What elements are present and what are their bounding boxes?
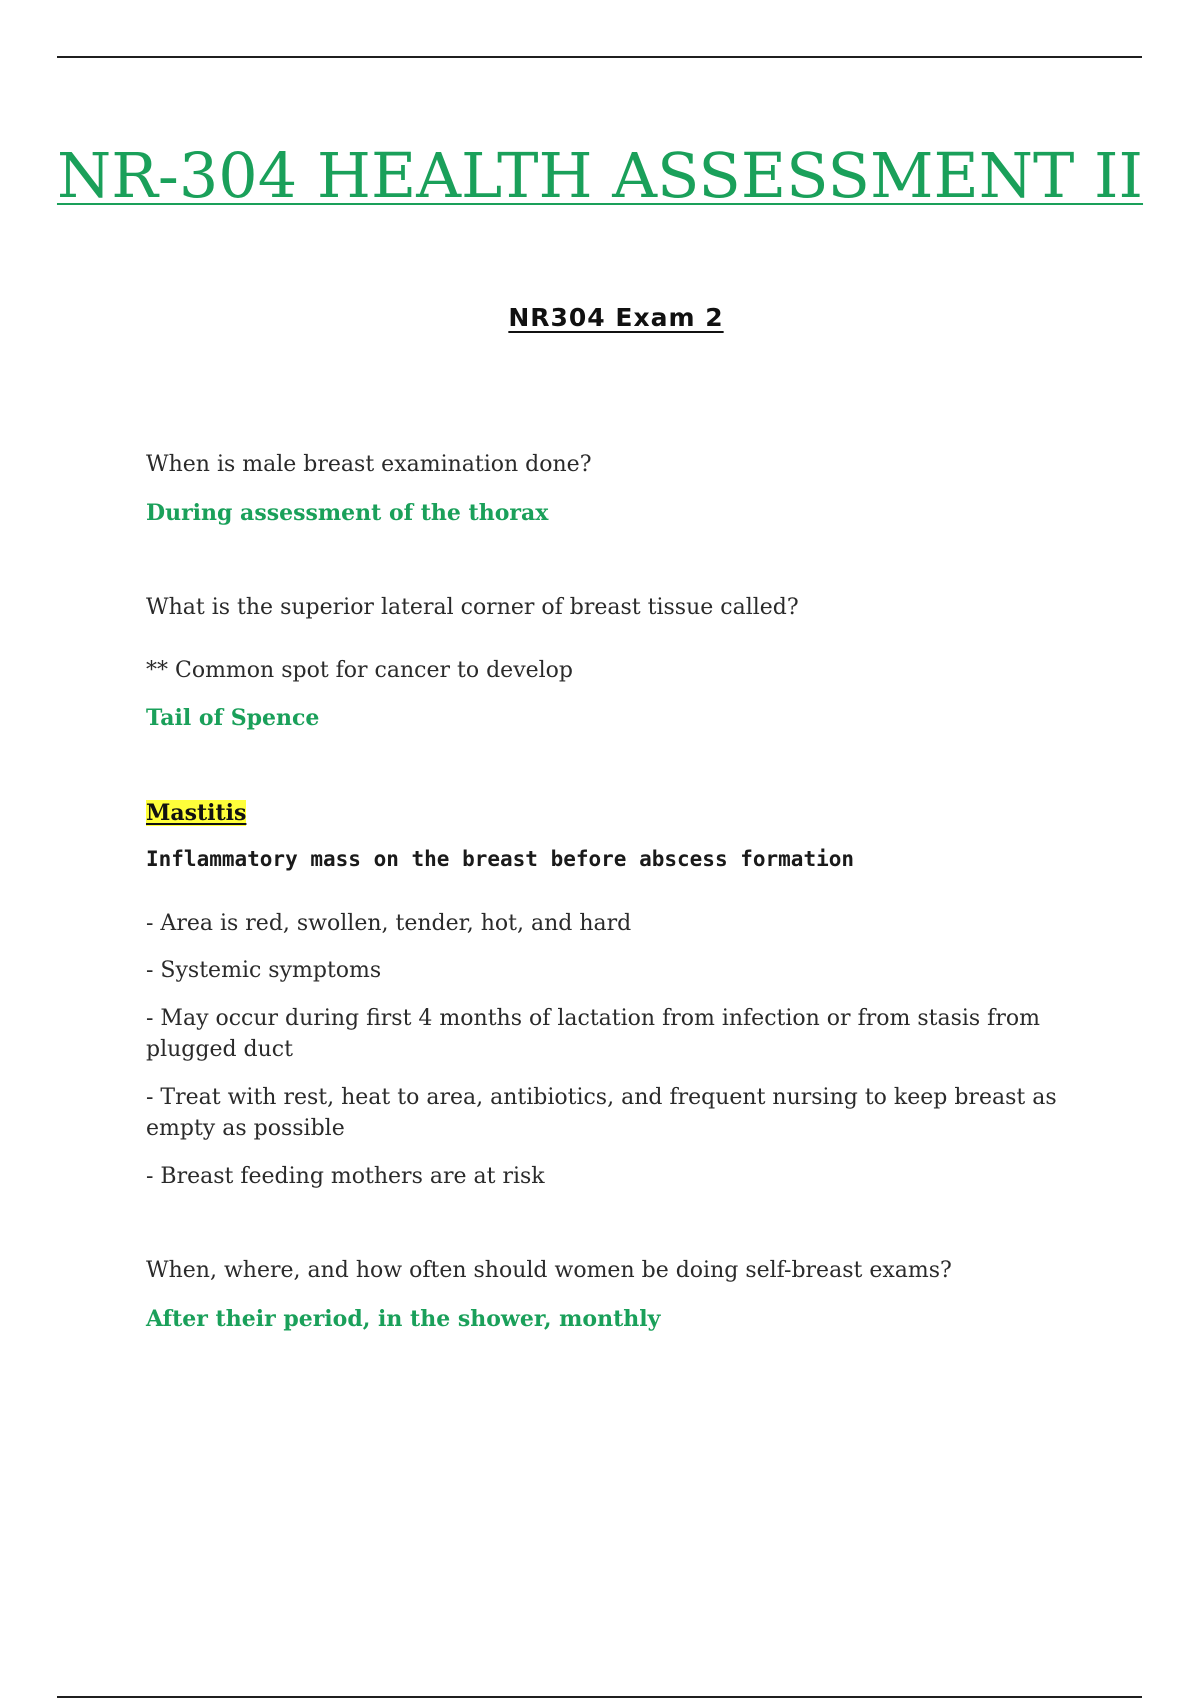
answer-3: After their period, in the shower, monthly <box>146 1306 661 1332</box>
mastitis-point: - Systemic symptoms <box>146 958 382 983</box>
mastitis-definition: Inflammatory mass on the breast before abscess formation <box>146 847 855 871</box>
top-rule <box>57 56 1142 58</box>
mastitis-point: - Area is red, swollen, tender, hot, and hard <box>146 911 632 936</box>
question-2-note: ** Common spot for cancer to develop <box>146 658 574 683</box>
document-subtitle: NR304 Exam 2 <box>508 303 724 332</box>
question-1: When is male breast examination done? <box>146 452 592 477</box>
answer-1: During assessment of the thorax <box>146 500 549 526</box>
question-3: When, where, and how often should women be doing self-breast exams? <box>146 1258 952 1283</box>
question-2: What is the superior lateral corner of breast tissue called? <box>146 595 799 620</box>
mastitis-point: - Treat with rest, heat to area, antibiotics, and frequent nursing to keep breast as empty as possible <box>146 1085 1057 1141</box>
mastitis-point: - Breast feeding mothers are at risk <box>146 1164 545 1189</box>
bottom-rule <box>57 1696 1142 1698</box>
mastitis-term: Mastitis <box>146 800 247 826</box>
document-title: NR-304 HEALTH ASSESSMENT II <box>56 139 1144 212</box>
mastitis-term-line <box>146 798 246 829</box>
answer-2: Tail of Spence <box>146 705 320 731</box>
mastitis-point: - May occur during first 4 months of lactation from infection or from stasis from plugged duct <box>146 1006 1040 1062</box>
